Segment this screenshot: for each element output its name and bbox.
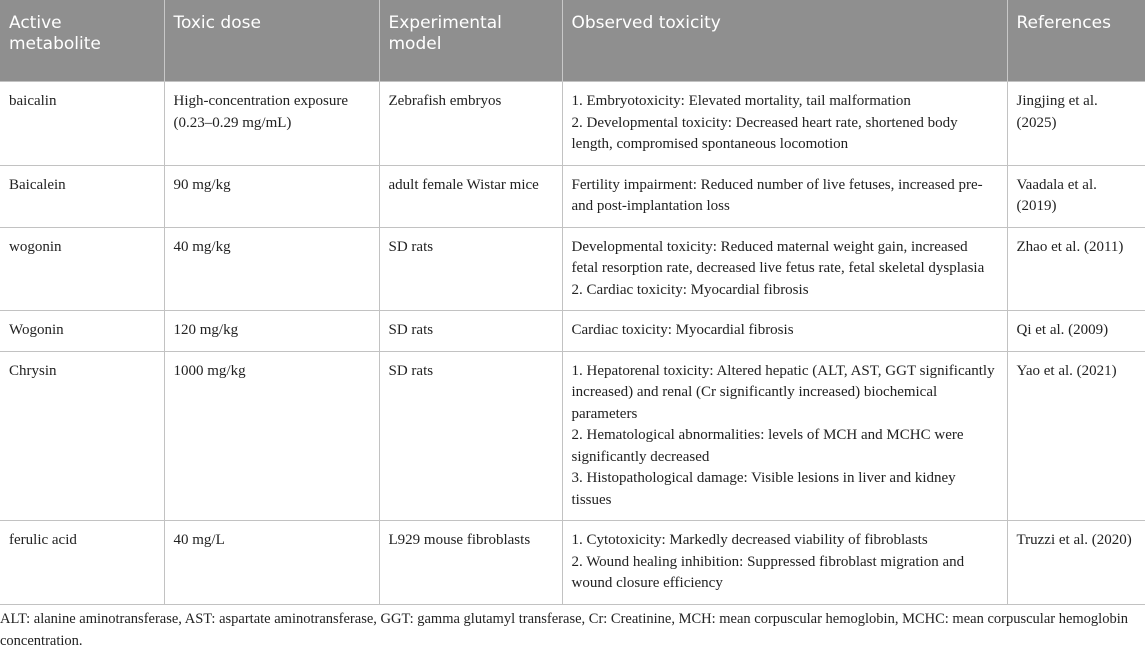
table-row: [0, 165, 1145, 227]
cell-toxicity: [562, 165, 1007, 227]
toxicity-item: 1. Hepatorenal toxicity: Altered hepatic (ALT, AST, GGT significantly increased) and renal (Cr significantly increased) biochemical parameters: [571, 362, 995, 422]
cell-dose: 90 mg/kg: [164, 165, 379, 227]
header-experimental-model: Experimental model: [379, 0, 562, 82]
toxicity-item: 2. Cardiac toxicity: Myocardial fibrosis: [571, 281, 809, 298]
header-toxic-dose: Toxic dose: [164, 0, 379, 82]
toxicity-item: 2. Hematological abnormalities: levels of MCH and MCHC were significantly decreased: [571, 427, 964, 465]
toxicity-item: 1. Cytotoxicity: Markedly decreased viability of fibroblasts: [571, 532, 928, 548]
table-row: [0, 311, 1145, 352]
toxicity-item: 1. Embryotoxicity: Elevated mortality, tail malformation: [571, 93, 911, 109]
header-row: [0, 0, 1145, 82]
cell-toxicity: [562, 521, 1007, 605]
cell-toxicity: [562, 82, 1007, 166]
cell-metabolite: wogonin: [0, 227, 164, 311]
cell-model: SD rats: [379, 227, 562, 311]
toxicity-item: 2. Wound healing inhibition: Suppressed fibroblast migration and wound closure efficiency: [571, 553, 965, 591]
table-row: [0, 521, 1145, 605]
cell-model: adult female Wistar mice: [379, 165, 562, 227]
cell-metabolite: Baicalein: [0, 165, 164, 227]
cell-metabolite: Chrysin: [0, 351, 164, 521]
cell-reference: Zhao et al. (2011): [1007, 227, 1145, 311]
toxicity-item: 3. Histopathological damage: Visible lesions in liver and kidney tissues: [571, 470, 956, 508]
cell-dose: 120 mg/kg: [164, 311, 379, 352]
cell-dose: 1000 mg/kg: [164, 351, 379, 521]
cell-metabolite: ferulic acid: [0, 521, 164, 605]
cell-reference: Truzzi et al. (2020): [1007, 521, 1145, 605]
cell-reference: Jingjing et al. (2025): [1007, 82, 1145, 166]
cell-dose: 40 mg/kg: [164, 227, 379, 311]
toxicity-item: Fertility impairment: Reduced number of live fetuses, increased pre- and post-implantation loss: [571, 176, 983, 214]
table-footnote: ALT: alanine aminotransferase, AST: aspartate aminotransferase, GGT: gamma glutamyl transferase, Cr: Creatinine, MCH: mean corpuscular hemoglobin, MCHC: mean corpuscular hemoglobin concentration.: [0, 610, 1128, 649]
table-row: [0, 82, 1145, 166]
toxicity-item: 2. Developmental toxicity: Decreased heart rate, shortened body length, compromised spontaneous locomotion: [571, 114, 958, 152]
cell-model: SD rats: [379, 311, 562, 352]
cell-toxicity: [562, 351, 1007, 521]
cell-model: SD rats: [379, 351, 562, 521]
cell-toxicity: [562, 311, 1007, 352]
table-row: [0, 227, 1145, 311]
cell-metabolite: baicalin: [0, 82, 164, 166]
toxicity-item: Developmental toxicity: Reduced maternal weight gain, increased fetal resorption rate, decreased live fetus rate, fetal skeletal dysplasia: [571, 238, 985, 276]
cell-metabolite: Wogonin: [0, 311, 164, 352]
toxicity-item: Cardiac toxicity: Myocardial fibrosis: [571, 322, 794, 338]
header-active-metabolite: Active metabolite: [0, 0, 164, 82]
header-observed-toxicity: Observed toxicity: [562, 0, 1007, 82]
cell-reference: Qi et al. (2009): [1007, 311, 1145, 352]
cell-model: Zebrafish embryos: [379, 82, 562, 166]
cell-toxicity: [562, 227, 1007, 311]
cell-dose: 40 mg/L: [164, 521, 379, 605]
cell-dose: High-concentration exposure (0.23–0.29 mg/mL): [164, 82, 379, 166]
cell-reference: Yao et al. (2021): [1007, 351, 1145, 521]
cell-model: L929 mouse fibroblasts: [379, 521, 562, 605]
cell-reference: Vaadala et al. (2019): [1007, 165, 1145, 227]
header-references: References: [1007, 0, 1145, 82]
table-row: [0, 351, 1145, 521]
